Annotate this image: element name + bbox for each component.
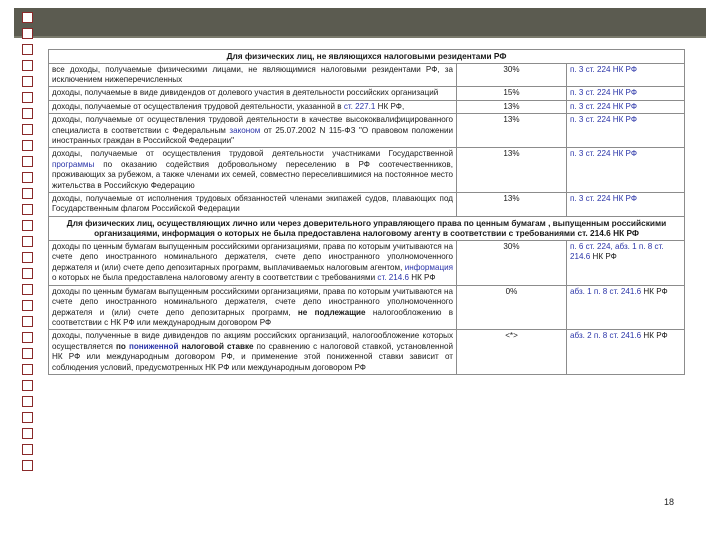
reference-link[interactable]: п. 6 ст. 224, абз. 1 п. 8 ст. 214.6 — [570, 242, 664, 262]
table-row — [49, 148, 685, 193]
square-bullet-icon — [22, 252, 33, 263]
text-segment: доходы, получаемые от осуществления трудовой деятельности участниками Государственной — [52, 149, 453, 159]
legal-reference — [567, 63, 685, 87]
text-segment: доходы, получаемые от осуществления трудовой деятельности в качестве высококвалифицированного специалиста в соответствии с Федеральным — [52, 115, 453, 135]
square-bullet-icon — [22, 76, 33, 87]
income-description — [49, 63, 457, 87]
income-description — [49, 87, 457, 100]
table-row — [49, 193, 685, 217]
text-segment: налоговой ставке — [178, 341, 254, 351]
legal-reference — [567, 285, 685, 330]
table-row — [49, 241, 685, 286]
square-bullet-icon — [22, 92, 33, 103]
legal-reference — [567, 148, 685, 193]
square-bullet-icon — [22, 316, 33, 327]
reference-link[interactable]: абз. 1 п. 8 ст. 241.6 — [570, 286, 642, 296]
square-bullet-icon — [22, 300, 33, 311]
legal-reference — [567, 193, 685, 217]
tax-rate: 13% — [457, 148, 567, 193]
reference-link[interactable]: программы — [52, 159, 95, 169]
income-description — [49, 100, 457, 113]
header-band — [14, 8, 706, 38]
reference-link[interactable]: п. 3 ст. 224 НК РФ — [570, 115, 638, 125]
table-row — [49, 330, 685, 375]
text-segment: доходы, получаемые от осуществления трудовой деятельности, указанной в — [52, 101, 344, 111]
text-segment: по сравнению с налоговой ставкой, установленной НК РФ или международным договором РФ, и применение этой пониженной ставки зависит от соблюдения условий, предусмотренных НК РФ или международным договором РФ — [52, 341, 453, 372]
reference-link[interactable]: п. 3 ст. 224 НК РФ — [570, 101, 638, 111]
tax-rate: 13% — [457, 193, 567, 217]
text-segment: все доходы, получаемые физическими лицами, не являющимися налоговыми резидентами РФ, за исключением нижеперечисленных — [52, 64, 453, 84]
square-bullet-icon — [22, 124, 33, 135]
table-row — [49, 100, 685, 113]
text-segment: доходы, получаемые от исполнения трудовых обязанностей членами экипажей судов, плавающих под Государственным флагом Российской Федерации — [52, 194, 453, 214]
text-segment: НК РФ — [409, 273, 436, 283]
square-bullet-icon — [22, 204, 33, 215]
text-segment: по — [116, 341, 129, 351]
text-segment: по оказанию содействия добровольному переселению в РФ соотечественников, проживающих за рубежом, а также членами их семей, совместно переселившимися на постоянное место жительства в Российскую Федерацию — [52, 159, 453, 190]
square-bullet-icon — [22, 12, 33, 23]
reference-link[interactable]: п. 3 ст. 224 НК РФ — [570, 194, 638, 204]
text-segment: налогообложению в соответствии с НК РФ или международным договором РФ — [52, 307, 454, 327]
income-description — [49, 285, 457, 330]
tax-rate: 30% — [457, 241, 567, 286]
bullet-column — [22, 8, 38, 478]
square-bullet-icon — [22, 44, 33, 55]
tax-rate: <*> — [457, 330, 567, 375]
table-row — [49, 285, 685, 330]
text-segment: от 25.07.2002 N 115-ФЗ "О правовом положении иностранных граждан в Российской Федерации" — [52, 125, 454, 146]
reference-link[interactable]: п. 3 ст. 224 НК РФ — [570, 88, 638, 98]
text-segment: НК РФ — [641, 286, 668, 296]
square-bullet-icon — [22, 172, 33, 183]
text-segment: НК РФ — [641, 331, 668, 341]
square-bullet-icon — [22, 348, 33, 359]
reference-link[interactable]: ст. 214.6 — [377, 273, 409, 283]
reference-link[interactable]: абз. 2 п. 8 ст. 241.6 — [570, 331, 642, 341]
square-bullet-icon — [22, 140, 33, 151]
reference-link[interactable]: информация — [404, 262, 453, 272]
table-row — [49, 63, 685, 87]
section-header-row — [49, 50, 685, 64]
tax-rate: 13% — [457, 114, 567, 148]
section-header-row — [49, 216, 685, 240]
text-segment: доходы по ценным бумагам выпущенным российскими организациями, права по которым учитываются на счете депо иностранного номинального держателя, счете депо иностранного уполномоченного держателя и (или) счете депо депозитарных программ, — [52, 286, 453, 317]
section-title: Для физических лиц, осуществляющих лично или через доверительного управляющего права по ценным бумагам , выпущенным российскими организациями, информация о которых не была предоставлена налоговому агенту в соответствии с требованиями ст. 214.6 НК РФ — [49, 216, 685, 240]
income-description — [49, 114, 457, 148]
text-segment: доходы по ценным бумагам выпущенным российскими организациями, права по которым учитываются на счете депо иностранного номинального держателя, счете депо иностранного уполномоченного держателя и (или) счете депо депозитарных программ, выплачиваемых налоговым агентом, — [52, 242, 453, 272]
square-bullet-icon — [22, 236, 33, 247]
square-bullet-icon — [22, 396, 33, 407]
tax-rate: 0% — [457, 285, 567, 330]
income-description — [49, 330, 457, 375]
tax-rates-table — [48, 49, 685, 375]
text-segment: доходы, полученные в виде дивидендов по акциям российских организаций, налогообложение которых осуществляется — [52, 331, 453, 351]
table-row — [49, 87, 685, 100]
square-bullet-icon — [22, 156, 33, 167]
income-description — [49, 241, 457, 286]
square-bullet-icon — [22, 284, 33, 295]
square-bullet-icon — [22, 60, 33, 71]
square-bullet-icon — [22, 364, 33, 375]
text-segment: НК РФ, — [375, 101, 405, 111]
square-bullet-icon — [22, 380, 33, 391]
legal-reference — [567, 87, 685, 100]
text-segment: не подлежащие — [297, 307, 366, 317]
square-bullet-icon — [22, 444, 33, 455]
table-row — [49, 114, 685, 148]
income-description — [49, 148, 457, 193]
text-segment: доходы, получаемые в виде дивидендов от долевого участия в деятельности российских организаций — [52, 88, 439, 98]
text-segment: о которых не была предоставлена налоговому агенту в соответствии с требованиями — [52, 273, 378, 283]
legal-reference — [567, 100, 685, 113]
reference-link[interactable]: пониженной — [128, 341, 179, 351]
page-number: 18 — [664, 497, 675, 507]
legal-reference — [567, 114, 685, 148]
header-band-stripe — [14, 36, 706, 38]
square-bullet-icon — [22, 28, 33, 39]
reference-link[interactable]: ст. 227.1 — [343, 101, 376, 111]
section-title: Для физических лиц, не являющихся налоговыми резидентами РФ — [49, 50, 685, 64]
tax-rate: 15% — [457, 87, 567, 100]
income-description — [49, 193, 457, 217]
square-bullet-icon — [22, 220, 33, 231]
tax-rate: 30% — [457, 63, 567, 87]
tax-rate: 13% — [457, 100, 567, 113]
text-segment: НК РФ — [590, 252, 617, 262]
square-bullet-icon — [22, 108, 33, 119]
square-bullet-icon — [22, 268, 33, 279]
square-bullet-icon — [22, 188, 33, 199]
legal-reference — [567, 241, 685, 286]
square-bullet-icon — [22, 460, 33, 471]
reference-link[interactable]: п. 3 ст. 224 НК РФ — [570, 64, 638, 74]
reference-link[interactable]: законом — [229, 125, 261, 135]
legal-reference — [567, 330, 685, 375]
square-bullet-icon — [22, 428, 33, 439]
square-bullet-icon — [22, 332, 33, 343]
square-bullet-icon — [22, 412, 33, 423]
reference-link[interactable]: п. 3 ст. 224 НК РФ — [570, 149, 638, 159]
